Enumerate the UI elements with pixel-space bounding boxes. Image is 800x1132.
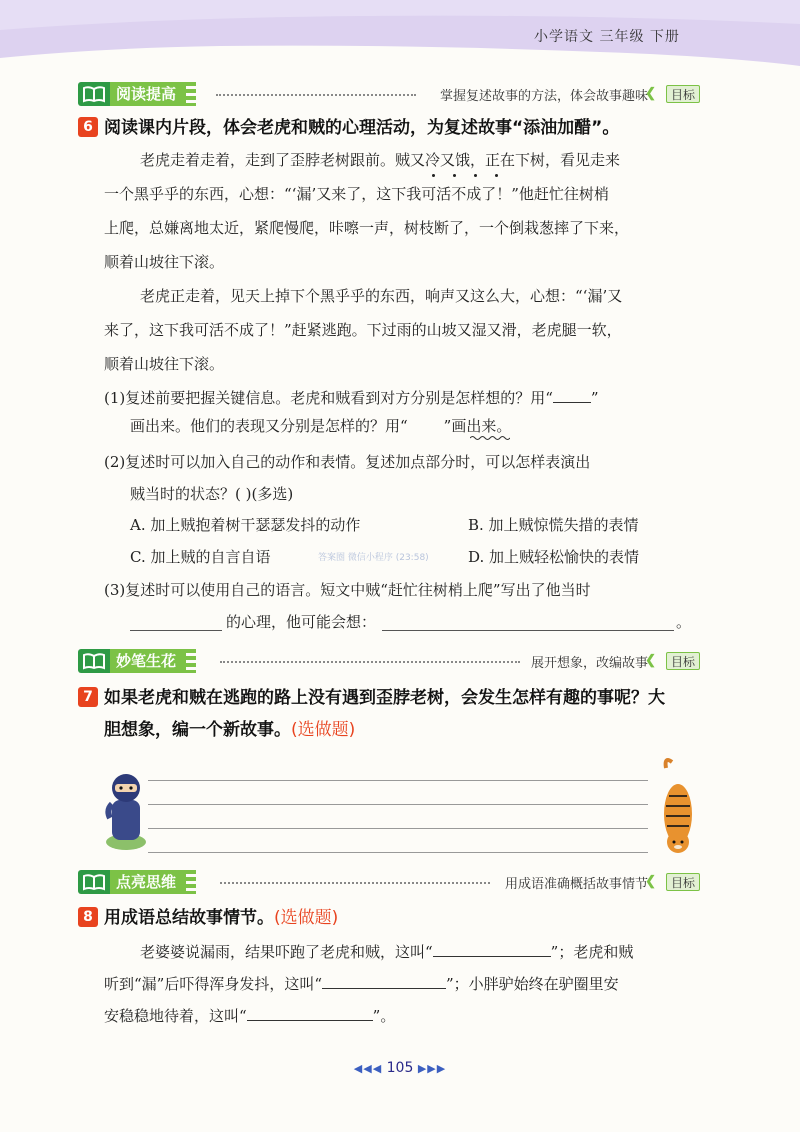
book-label: 小学语文 三年级 下册: [534, 29, 680, 45]
thief-illustration: [104, 770, 148, 850]
option-c[interactable]: C. 加上贼的自言自语: [130, 548, 271, 566]
optional-tag: (选做题): [274, 908, 339, 928]
option-d[interactable]: D. 加上贼轻松愉快的表情: [468, 548, 640, 566]
section-goal: 用成语准确概括故事情节: [504, 877, 648, 892]
right-arrows-icon: ▶▶▶: [417, 1062, 447, 1075]
sub-question-1: (1)复述前要把握关键信息。老虎和贼看到对方分别是怎样想的？用“ ”: [104, 389, 599, 407]
passage-line: 老虎正走着，见天上掉下个黑乎乎的东西，响声又这么大，心想：“‘漏’又: [140, 287, 623, 305]
goal-tag: 目标: [666, 652, 700, 670]
sub-question-1-cont: 画出来。他们的表现又分别是怎样的？用“ ”画出来。: [130, 417, 512, 435]
passage-line: 上爬，总嫌离地太近，紧爬慢爬，咔嚓一声，树枝断了，一个倒栽葱摔了下来，: [104, 219, 630, 237]
q8-line-3: 安稳稳地待着，这叫“ ”。: [104, 1007, 396, 1025]
arrow-icon: ❮: [645, 874, 656, 889]
wavy-underline: [470, 435, 510, 441]
writing-line[interactable]: [148, 804, 648, 805]
question-7: [78, 682, 665, 714]
question-6: [78, 112, 619, 144]
book-icon: [78, 82, 110, 106]
answer-blank[interactable]: [382, 630, 674, 631]
question-prompt: 如果老虎和贼在逃跑的路上没有遇到歪脖老树，会发生怎样有趣的事呢？大: [104, 688, 665, 708]
writing-line[interactable]: [148, 828, 648, 829]
question-number: 7: [78, 687, 98, 707]
passage-line: 来了，这下我可活不成了！”赶紧逃跑。下过雨的山坡又湿又滑，老虎腿一软，: [104, 321, 622, 339]
option-b[interactable]: B. 加上贼惊慌失措的表情: [468, 516, 639, 534]
option-a[interactable]: A. 加上贼抱着树干瑟瑟发抖的动作: [130, 516, 361, 534]
header-band: [0, 0, 800, 78]
left-arrows-icon: ◀◀◀: [353, 1062, 383, 1075]
section-header-writing: [78, 649, 700, 673]
tiger-illustration: [654, 756, 702, 856]
passage-line: 老虎走着走着，走到了歪脖老树跟前。贼又冷又饿，正在下树，看见走来: [140, 151, 621, 169]
question-number: 6: [78, 117, 98, 137]
question-number: 8: [78, 907, 98, 927]
sub-question-2-cont: 贼当时的状态？( )(多选): [130, 485, 294, 503]
passage-line: 顺着山坡往下滚。: [104, 355, 225, 373]
q8-line-1: 老婆婆说漏雨，结果吓跑了老虎和贼，这叫“ ”；老虎和贼: [140, 943, 634, 961]
section-goal: 掌握复述故事的方法，体会故事趣味: [439, 89, 648, 104]
section-title: 点亮思维: [110, 870, 186, 894]
sub-question-3: (3)复述时可以使用自己的语言。短文中贼“赶忙往树梢上爬”写出了他当时: [104, 581, 591, 599]
passage-line: 一个黑乎乎的东西，心想：“‘漏’又来了，这下我可活不成了！”他赶忙往树梢: [104, 185, 609, 203]
question-prompt: 用成语总结故事情节。: [104, 908, 274, 928]
optional-tag: (选做题): [291, 720, 356, 740]
sub-question-3-cont: 的心理，他可能会想：: [226, 613, 377, 631]
book-icon: [78, 870, 110, 894]
passage-line: 顺着山坡往下滚。: [104, 253, 225, 271]
goal-tag: 目标: [666, 85, 700, 103]
sub-question-3-end: 。: [676, 613, 692, 631]
q8-line-2: 听到“漏”后吓得浑身发抖，这叫“ ”；小胖驴始终在驴圈里安: [104, 975, 619, 993]
arrow-icon: ❮: [645, 86, 656, 101]
section-title: 阅读提高: [110, 82, 186, 106]
question-prompt: 阅读课内片段，体会老虎和贼的心理活动，为复述故事“添油加醋”。: [104, 118, 620, 138]
section-title: 妙笔生花: [110, 649, 186, 673]
section-header-thinking: [78, 870, 700, 894]
writing-line[interactable]: [148, 852, 648, 853]
section-goal: 展开想象，改编故事: [530, 656, 648, 671]
page-number: ◀◀◀ 105 ▶▶▶: [353, 1060, 447, 1076]
answer-blank[interactable]: [130, 630, 222, 631]
watermark: 答案圈 微信小程序 (23:58): [318, 553, 429, 563]
goal-tag: 目标: [666, 873, 700, 891]
book-icon: [78, 649, 110, 673]
writing-line[interactable]: [148, 780, 648, 781]
sub-question-2: (2)复述时可以加入自己的动作和表情。复述加点部分时，可以怎样表演出: [104, 453, 591, 471]
question-7-cont: 胆想象，编一个新故事。(选做题): [104, 720, 356, 740]
question-8: [78, 902, 338, 934]
section-header-reading: [78, 82, 700, 106]
arrow-icon: ❮: [645, 653, 656, 668]
